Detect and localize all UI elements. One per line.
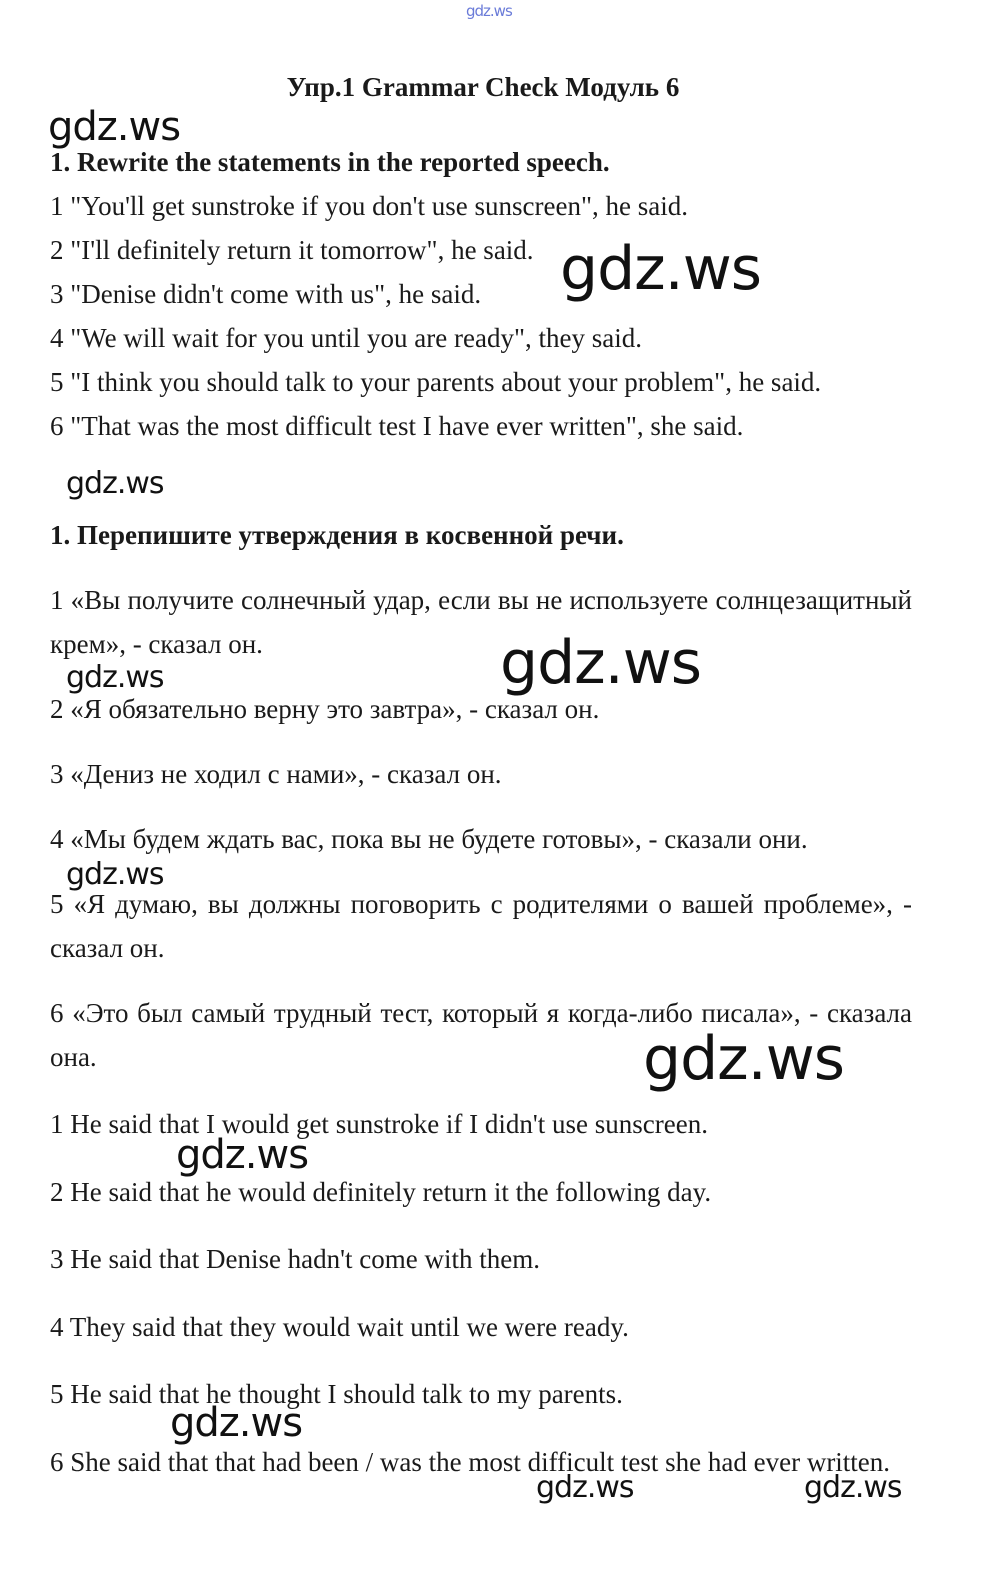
english-item: 2 "I'll definitely return it tomorrow", he said. (50, 235, 534, 265)
russian-item: 5 «Я думаю, вы должны поговорить с родителями о вашей проблеме», - сказал он. (50, 889, 912, 963)
watermark: gdz.ws (536, 1470, 634, 1505)
watermark: gdz.ws (804, 1470, 902, 1505)
watermark: gdz.ws (66, 660, 164, 695)
english-item: 4 "We will wait for you until you are ready", they said. (50, 323, 642, 353)
watermark: gdz.ws (66, 857, 164, 892)
russian-item: 1 «Вы получите солнечный удар, если вы не используете солнцезащитный крем», - сказал он. (50, 585, 912, 659)
russian-item: 3 «Дениз не ходил с нами», - сказал он. (50, 759, 502, 789)
answer-item: 5 He said that he thought I should talk to my parents. (50, 1379, 623, 1409)
answer-item: 3 He said that Denise hadn't come with them. (50, 1244, 540, 1274)
russian-item: 6 «Это был самый трудный тест, который я когда-либо писала», - сказала она. (50, 998, 912, 1072)
english-item: 3 "Denise didn't come with us", he said. (50, 279, 482, 309)
watermark: gdz.ws (66, 466, 164, 501)
watermark: gdz.ws (170, 1400, 303, 1446)
answer-item: 4 They said that they would wait until we were ready. (50, 1312, 629, 1342)
english-item: 1 "You'll get sunstroke if you don't use sunscreen", he said. (50, 191, 688, 221)
watermark-top[interactable]: gdz.ws (466, 2, 512, 20)
watermark: gdz.ws (643, 1024, 845, 1094)
russian-item: 4 «Мы будем ждать вас, пока вы не будете готовы», - сказали они. (50, 824, 808, 854)
answer-item: 1 He said that I would get sunstroke if I didn't use sunscreen. (50, 1109, 708, 1139)
english-heading: 1. Rewrite the statements in the reported speech. (50, 147, 610, 177)
watermark: gdz.ws (176, 1132, 309, 1178)
watermark: gdz.ws (560, 234, 762, 304)
page-title: Упр.1 Grammar Check Модуль 6 (286, 72, 680, 102)
answer-item: 6 She said that that had been / was the most difficult test she had ever written. (50, 1447, 891, 1477)
answer-item: 2 He said that he would definitely return it the following day. (50, 1177, 712, 1207)
watermark: gdz.ws (500, 628, 702, 698)
russian-item: 2 «Я обязательно верну это завтра», - сказал он. (50, 694, 600, 724)
english-item: 6 "That was the most difficult test I have ever written", she said. (50, 411, 744, 441)
russian-heading: 1. Перепишите утверждения в косвенной речи. (50, 520, 624, 550)
watermark: gdz.ws (48, 104, 181, 150)
english-item: 5 "I think you should talk to your parents about your problem", he said. (50, 367, 822, 397)
